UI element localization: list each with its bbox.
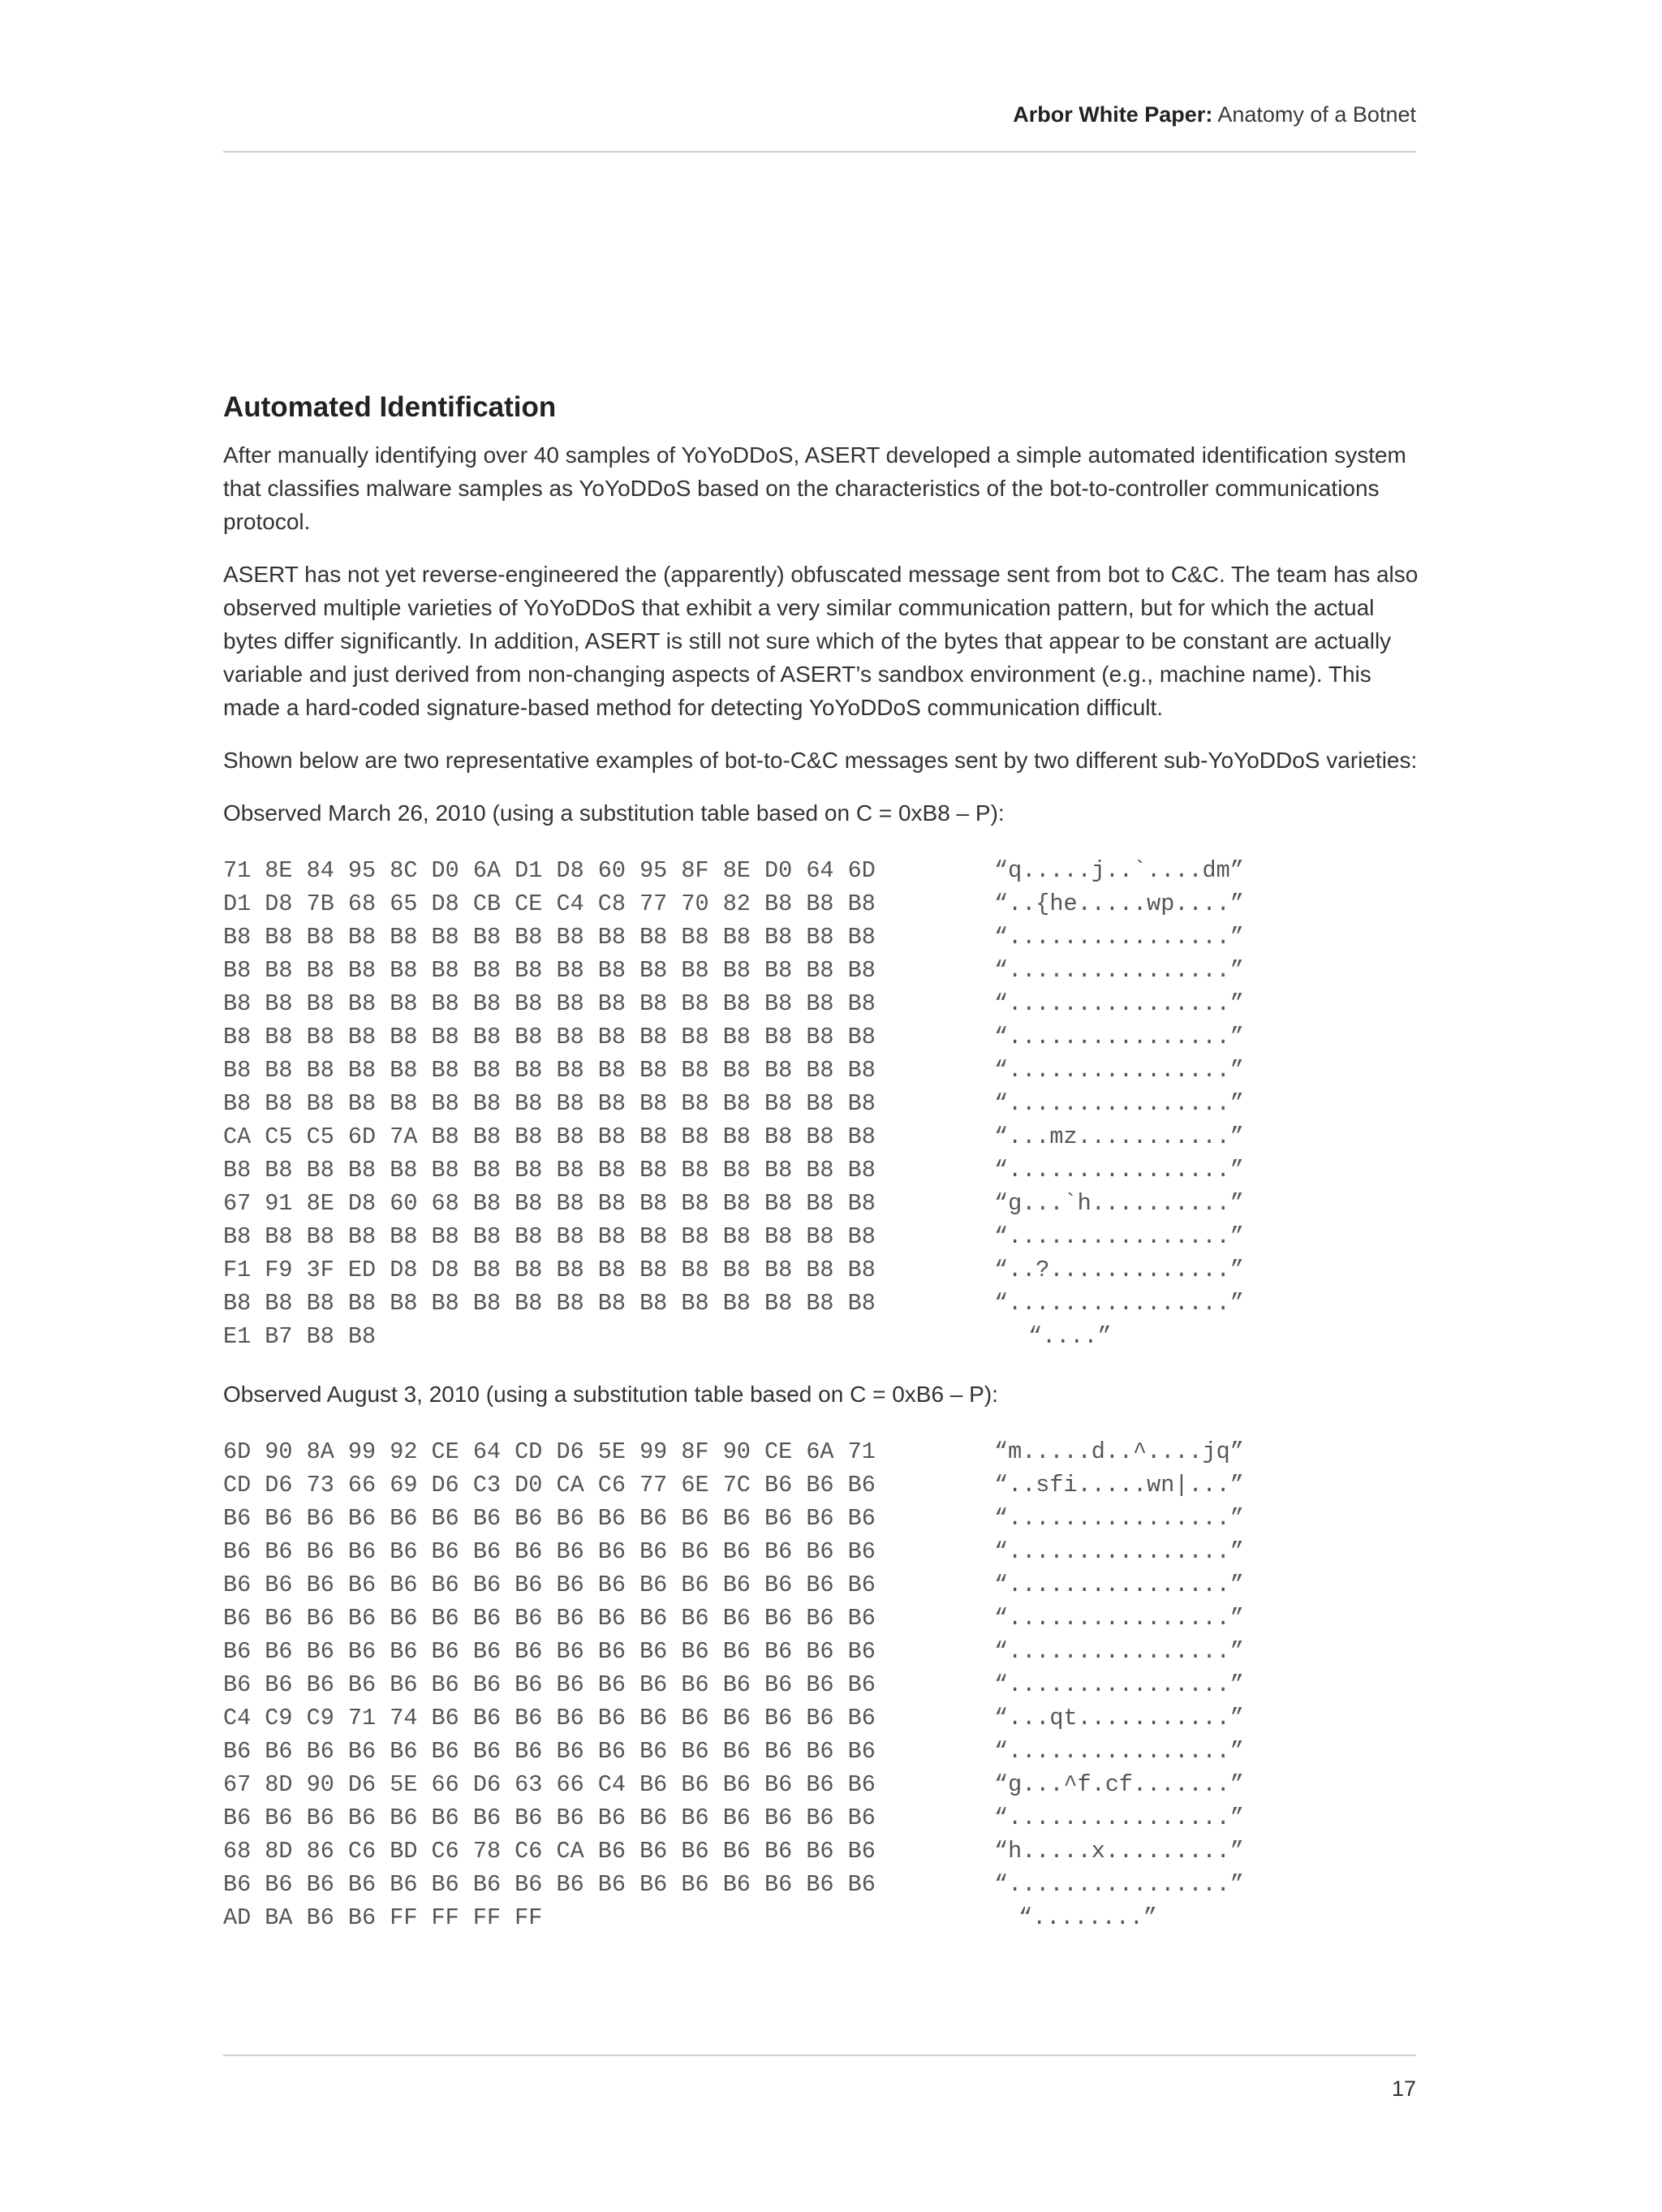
hex-bytes: B6 B6 B6 B6 B6 B6 B6 B6 B6 B6 B6 B6 B6 B6 B6 B6 [223, 1572, 876, 1598]
page-number: 17 [1391, 2076, 1416, 2101]
hex-bytes: AD BA B6 B6 FF FF FF FF [223, 1904, 543, 1931]
hex-dump-august [223, 1435, 1424, 1934]
ascii-text: “................” [994, 1024, 1244, 1050]
hex-bytes: B8 B8 B8 B8 B8 B8 B8 B8 B8 B8 B8 B8 B8 B8 B8 B8 [223, 1290, 876, 1317]
hex-row [223, 1087, 1424, 1120]
hex-row [223, 1668, 1424, 1701]
ascii-text: “..sfi.....wn|...” [994, 1472, 1244, 1498]
ascii-text: “g...^f.cf.......” [994, 1771, 1244, 1798]
ascii-text: “..?.............” [994, 1257, 1244, 1283]
ascii-text: “................” [994, 1671, 1244, 1698]
hex-dump-march [223, 854, 1424, 1353]
ascii-text: “m.....d..^....jq” [994, 1438, 1244, 1465]
hex-bytes: B8 B8 B8 B8 B8 B8 B8 B8 B8 B8 B8 B8 B8 B8 B8 B8 [223, 1157, 876, 1184]
hex-row [223, 1735, 1424, 1768]
ascii-text: “................” [994, 924, 1244, 951]
dump2-label: Observed August 3, 2010 (using a substitution table based on C = 0xB6 – P): [223, 1382, 998, 1407]
section-title: Automated Identification [223, 391, 557, 423]
hex-row [223, 887, 1424, 921]
ascii-text: “................” [994, 957, 1244, 984]
footer-divider [223, 2055, 1416, 2056]
hex-row [223, 1468, 1424, 1502]
paragraph-3: Shown below are two representative examples of bot-to-C&C messages sent by two different sub-YoYoDDoS varieties: [223, 748, 1418, 773]
hex-bytes: B6 B6 B6 B6 B6 B6 B6 B6 B6 B6 B6 B6 B6 B6 B6 B6 [223, 1671, 876, 1698]
hex-bytes: B8 B8 B8 B8 B8 B8 B8 B8 B8 B8 B8 B8 B8 B8 B8 B8 [223, 924, 876, 951]
hex-row [223, 1502, 1424, 1535]
running-header [223, 102, 1416, 127]
ascii-text: “................” [994, 1223, 1244, 1250]
hex-bytes: F1 F9 3F ED D8 D8 B8 B8 B8 B8 B8 B8 B8 B8 B8 B8 [223, 1257, 876, 1283]
hex-bytes: 68 8D 86 C6 BD C6 78 C6 CA B6 B6 B6 B6 B6 B6 B6 [223, 1838, 876, 1865]
hex-row [223, 1835, 1424, 1868]
hex-row [223, 1187, 1424, 1220]
dump1-label: Observed March 26, 2010 (using a substitution table based on C = 0xB8 – P): [223, 800, 1005, 826]
ascii-text: “................” [994, 1505, 1244, 1532]
hex-row [223, 1635, 1424, 1668]
main-content [223, 391, 1424, 1959]
hex-row [223, 954, 1424, 987]
hex-bytes: B6 B6 B6 B6 B6 B6 B6 B6 B6 B6 B6 B6 B6 B6 B6 B6 [223, 1638, 876, 1665]
ascii-text: “................” [994, 990, 1244, 1017]
ascii-text: “................” [994, 1871, 1244, 1898]
ascii-text: “................” [994, 1572, 1244, 1598]
paragraph-2: ASERT has not yet reverse-engineered the (apparently) obfuscated message sent from bot to C&C. The team has also observed multiple varieties of YoYoDDoS that exhibit a very similar communication pattern, but for which the actual bytes differ significantly. In addition, ASERT is still not sure which of the bytes that appear to be constant are actually variable and just derived from non-changing aspects of ASERT’s sandbox environment (e.g., machine name). This made a hard-coded signature-based method for detecting YoYoDDoS communication difficult. [223, 562, 1419, 720]
hex-row [223, 854, 1424, 887]
ascii-text: “................” [994, 1638, 1244, 1665]
hex-row [223, 1120, 1424, 1153]
hex-bytes: 67 91 8E D8 60 68 B8 B8 B8 B8 B8 B8 B8 B8 B8 B8 [223, 1190, 876, 1217]
ascii-text: “................” [994, 1805, 1244, 1831]
hex-bytes: B6 B6 B6 B6 B6 B6 B6 B6 B6 B6 B6 B6 B6 B6 B6 B6 [223, 1538, 876, 1565]
hex-row [223, 1435, 1424, 1468]
hex-bytes: B6 B6 B6 B6 B6 B6 B6 B6 B6 B6 B6 B6 B6 B6 B6 B6 [223, 1505, 876, 1532]
ascii-text: “...qt...........” [994, 1705, 1244, 1731]
hex-bytes: B8 B8 B8 B8 B8 B8 B8 B8 B8 B8 B8 B8 B8 B8 B8 B8 [223, 1090, 876, 1117]
ascii-text: “................” [994, 1090, 1244, 1117]
running-header-bold: Arbor White Paper: [1013, 102, 1213, 127]
hex-bytes: 6D 90 8A 99 92 CE 64 CD D6 5E 99 8F 90 CE 6A 71 [223, 1438, 876, 1465]
hex-bytes: B8 B8 B8 B8 B8 B8 B8 B8 B8 B8 B8 B8 B8 B8 B8 B8 [223, 1024, 876, 1050]
paragraph-1: After manually identifying over 40 samples of YoYoDDoS, ASERT developed a simple automated identification system that classifies malware samples as YoYoDDoS based on the characteristics of the bot-to-controller communications protocol. [223, 442, 1406, 534]
hex-bytes: B6 B6 B6 B6 B6 B6 B6 B6 B6 B6 B6 B6 B6 B6 B6 B6 [223, 1605, 876, 1632]
hex-row [223, 1153, 1424, 1187]
hex-bytes: E1 B7 B8 B8 [223, 1323, 377, 1350]
hex-row [223, 1768, 1424, 1801]
hex-row [223, 987, 1424, 1020]
hex-row [223, 921, 1424, 954]
hex-row [223, 1568, 1424, 1602]
ascii-text: “................” [994, 1738, 1244, 1765]
ascii-text: “................” [994, 1538, 1244, 1565]
hex-row [223, 1253, 1424, 1287]
ascii-text: “................” [994, 1605, 1244, 1632]
hex-row [223, 1602, 1424, 1635]
hex-row [223, 1054, 1424, 1087]
hex-row [223, 1868, 1424, 1901]
header-divider [223, 151, 1416, 153]
hex-bytes: B6 B6 B6 B6 B6 B6 B6 B6 B6 B6 B6 B6 B6 B6 B6 B6 [223, 1805, 876, 1831]
hex-bytes: 67 8D 90 D6 5E 66 D6 63 66 C4 B6 B6 B6 B6 B6 B6 [223, 1771, 876, 1798]
ascii-text: “........” [1018, 1904, 1158, 1931]
hex-row [223, 1801, 1424, 1835]
hex-bytes: B8 B8 B8 B8 B8 B8 B8 B8 B8 B8 B8 B8 B8 B8 B8 B8 [223, 957, 876, 984]
hex-bytes: C4 C9 C9 71 74 B6 B6 B6 B6 B6 B6 B6 B6 B6 B6 B6 [223, 1705, 876, 1731]
hex-bytes: D1 D8 7B 68 65 D8 CB CE C4 C8 77 70 82 B8 B8 B8 [223, 890, 876, 917]
hex-row [223, 1220, 1424, 1253]
hex-row [223, 1287, 1424, 1320]
hex-bytes: CA C5 C5 6D 7A B8 B8 B8 B8 B8 B8 B8 B8 B8 B8 B8 [223, 1123, 876, 1150]
hex-row [223, 1701, 1424, 1735]
hex-bytes: B8 B8 B8 B8 B8 B8 B8 B8 B8 B8 B8 B8 B8 B8 B8 B8 [223, 1057, 876, 1084]
hex-row [223, 1535, 1424, 1568]
running-header-title: Anatomy of a Botnet [1212, 102, 1416, 127]
ascii-text: “g...`h..........” [994, 1190, 1244, 1217]
hex-bytes: B8 B8 B8 B8 B8 B8 B8 B8 B8 B8 B8 B8 B8 B8 B8 B8 [223, 990, 876, 1017]
hex-bytes: CD D6 73 66 69 D6 C3 D0 CA C6 77 6E 7C B6 B6 B6 [223, 1472, 876, 1498]
hex-row [223, 1320, 1424, 1353]
hex-bytes: B6 B6 B6 B6 B6 B6 B6 B6 B6 B6 B6 B6 B6 B6 B6 B6 [223, 1871, 876, 1898]
ascii-text: “................” [994, 1157, 1244, 1184]
ascii-text: “h.....x.........” [994, 1838, 1244, 1865]
ascii-text: “....” [1028, 1323, 1112, 1350]
hex-bytes: B6 B6 B6 B6 B6 B6 B6 B6 B6 B6 B6 B6 B6 B6 B6 B6 [223, 1738, 876, 1765]
ascii-text: “................” [994, 1290, 1244, 1317]
ascii-text: “................” [994, 1057, 1244, 1084]
hex-bytes: 71 8E 84 95 8C D0 6A D1 D8 60 95 8F 8E D0 64 6D [223, 857, 876, 884]
hex-bytes: B8 B8 B8 B8 B8 B8 B8 B8 B8 B8 B8 B8 B8 B8 B8 B8 [223, 1223, 876, 1250]
ascii-text: “...mz...........” [994, 1123, 1244, 1150]
ascii-text: “q.....j..`....dm” [994, 857, 1244, 884]
hex-row [223, 1901, 1424, 1934]
hex-row [223, 1020, 1424, 1054]
ascii-text: “..{he.....wp....” [994, 890, 1244, 917]
